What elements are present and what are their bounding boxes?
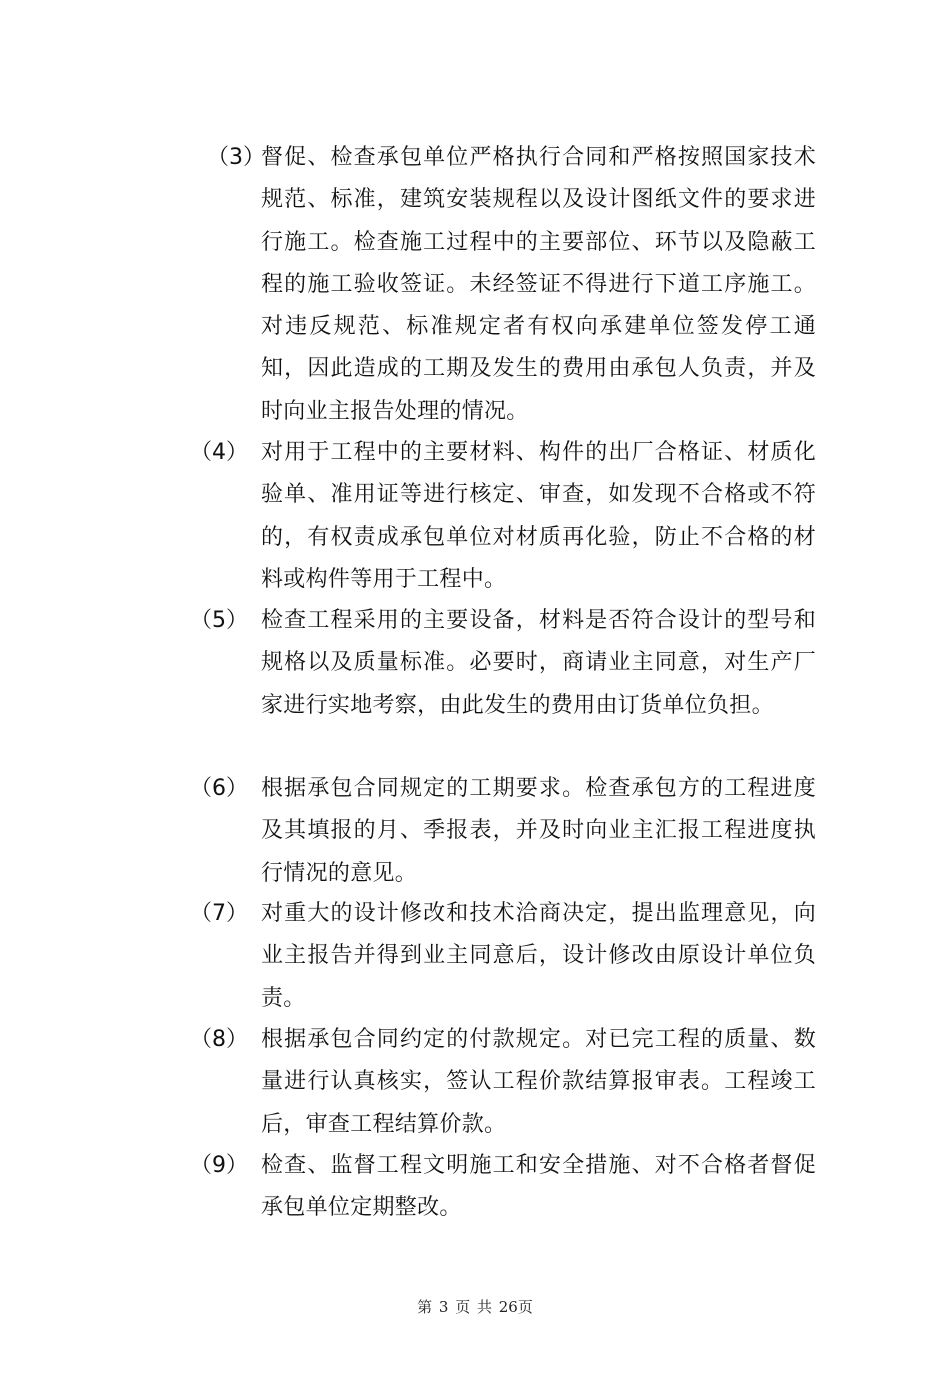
item-number: （7） — [190, 901, 248, 926]
item-text: 督促、检查承包单位严格执行合同和严格按照国家技术规范、标准，建筑安装规程以及设计图纸文件的要求进行施工。检查施工过程中的主要部位、环节以及隐蔽工程的施工验收签证。未经签证不得进行下道工序施工。对违反规范、标准规定者有权向承建单位签发停工通知，因此造成的工期及发生的费用由承包人负责，并及时向业主报告处理的情况。 — [261, 145, 816, 424]
item-text: 对重大的设计修改和技术洽商决定，提出监理意见，向业主报告并得到业主同意后，设计修改由原设计单位负责。 — [261, 901, 816, 1011]
item-number: （4） — [190, 440, 248, 465]
item-text: 检查、监督工程文明施工和安全措施、对不合格者督促承包单位定期整改。 — [261, 1153, 816, 1221]
item-number: （3） — [207, 145, 265, 170]
item-number: （8） — [190, 1027, 248, 1052]
page-footer: 第 3 页 共 26页 — [417, 1298, 533, 1316]
item-text: 对用于工程中的主要材料、构件的出厂合格证、材质化验单、准用证等进行核定、审查，如发现不合格或不符的，有权责成承包单位对材质再化验，防止不合格的材料或构件等用于工程中。 — [261, 440, 816, 592]
item-text: 检查工程采用的主要设备，材料是否符合设计的型号和规格以及质量标准。必要时，商请业主同意，对生产厂家进行实地考察，由此发生的费用由订货单位负担。 — [261, 608, 816, 718]
item-text: 根据承包合同规定的工期要求。检查承包方的工程进度及其填报的月、季报表，并及时向业主汇报工程进度执行情况的意见。 — [261, 776, 816, 886]
item-text: 根据承包合同约定的付款规定。对已完工程的质量、数量进行认真核实，签认工程价款结算报审表。工程竣工后，审查工程结算价款。 — [261, 1027, 816, 1137]
item-number: （6） — [190, 776, 248, 801]
item-number: （5） — [190, 608, 248, 633]
item-number: （9） — [190, 1153, 248, 1178]
